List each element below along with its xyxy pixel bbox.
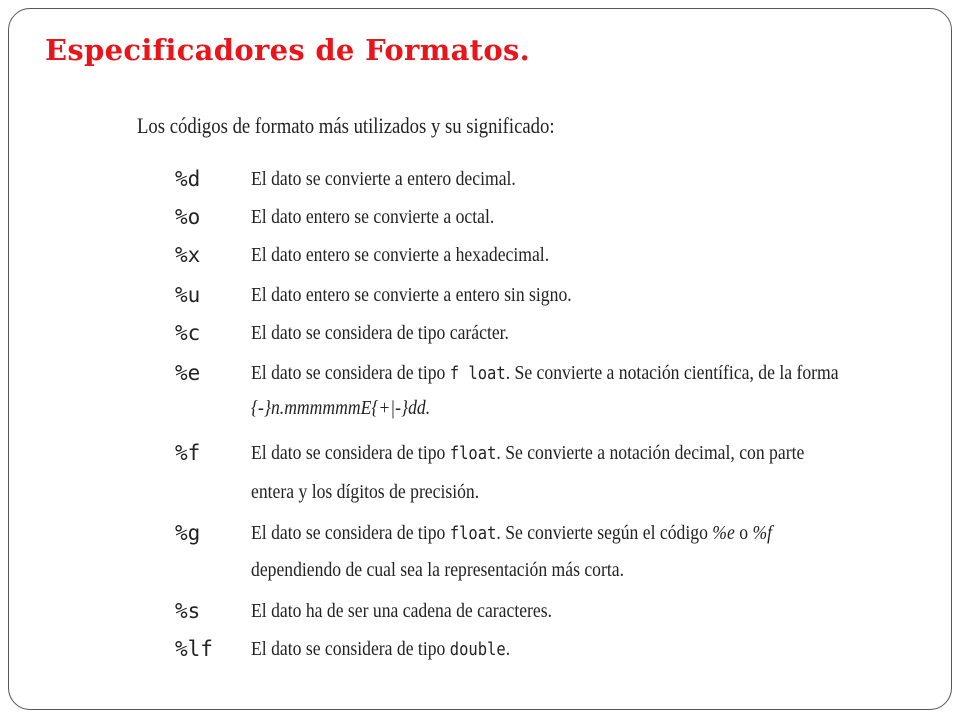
type-keyword: float [449,523,497,544]
format-description-continued: entera y los dígitos de precisión. [251,481,480,503]
format-code: %x [175,243,201,267]
format-description [251,522,772,545]
format-description: El dato entero se convierte a hexadecimal. [251,244,550,266]
format-code: %e [175,361,201,385]
format-description: El dato se convierte a entero decimal. [251,168,516,190]
format-code: %s [175,599,201,623]
description-text: El dato se considera de tipo [251,522,450,544]
format-code: %lf [175,637,213,661]
type-keyword: f loat [449,363,506,384]
type-keyword: float [449,443,497,464]
slide-frame [8,8,952,710]
description-text: El dato se considera de tipo [251,638,450,660]
format-code: %g [175,521,201,545]
format-code: %o [175,205,201,229]
format-description-continued: dependiendo de cual sea la representación más corta. [251,559,624,581]
format-code: %f [175,441,201,465]
description-text: El dato se considera de tipo [251,362,450,384]
format-code: %u [175,283,201,307]
format-description [251,442,804,465]
description-text: . Se convierte a notación decimal, con parte [496,442,805,464]
type-keyword: double [449,639,506,660]
format-codes-table [125,103,869,673]
format-code: %c [175,321,201,345]
description-text: . [505,638,511,660]
format-code-reference: %e [712,522,735,544]
description-text: . Se convierte a notación científica, de la forma [505,362,839,384]
format-code: %d [175,167,201,191]
format-code-reference: %f [752,522,773,544]
description-text: . Se convierte según el código [496,522,713,544]
format-description: El dato entero se convierte a entero sin signo. [251,284,572,306]
format-description [251,638,510,661]
format-description: El dato se considera de tipo carácter. [251,322,509,344]
slide-title: Especificadores de Formatos. [45,33,531,67]
format-description: El dato entero se convierte a octal. [251,206,495,228]
description-text: El dato se considera de tipo [251,442,450,464]
format-description-continued: {-}n.mmmmmmE{+|-}dd. [251,397,431,419]
description-text: o [734,522,753,544]
format-description: El dato ha de ser una cadena de caracteres. [251,600,553,622]
format-description [251,362,839,385]
table-heading: Los códigos de formato más utilizados y su significado: [137,113,555,138]
